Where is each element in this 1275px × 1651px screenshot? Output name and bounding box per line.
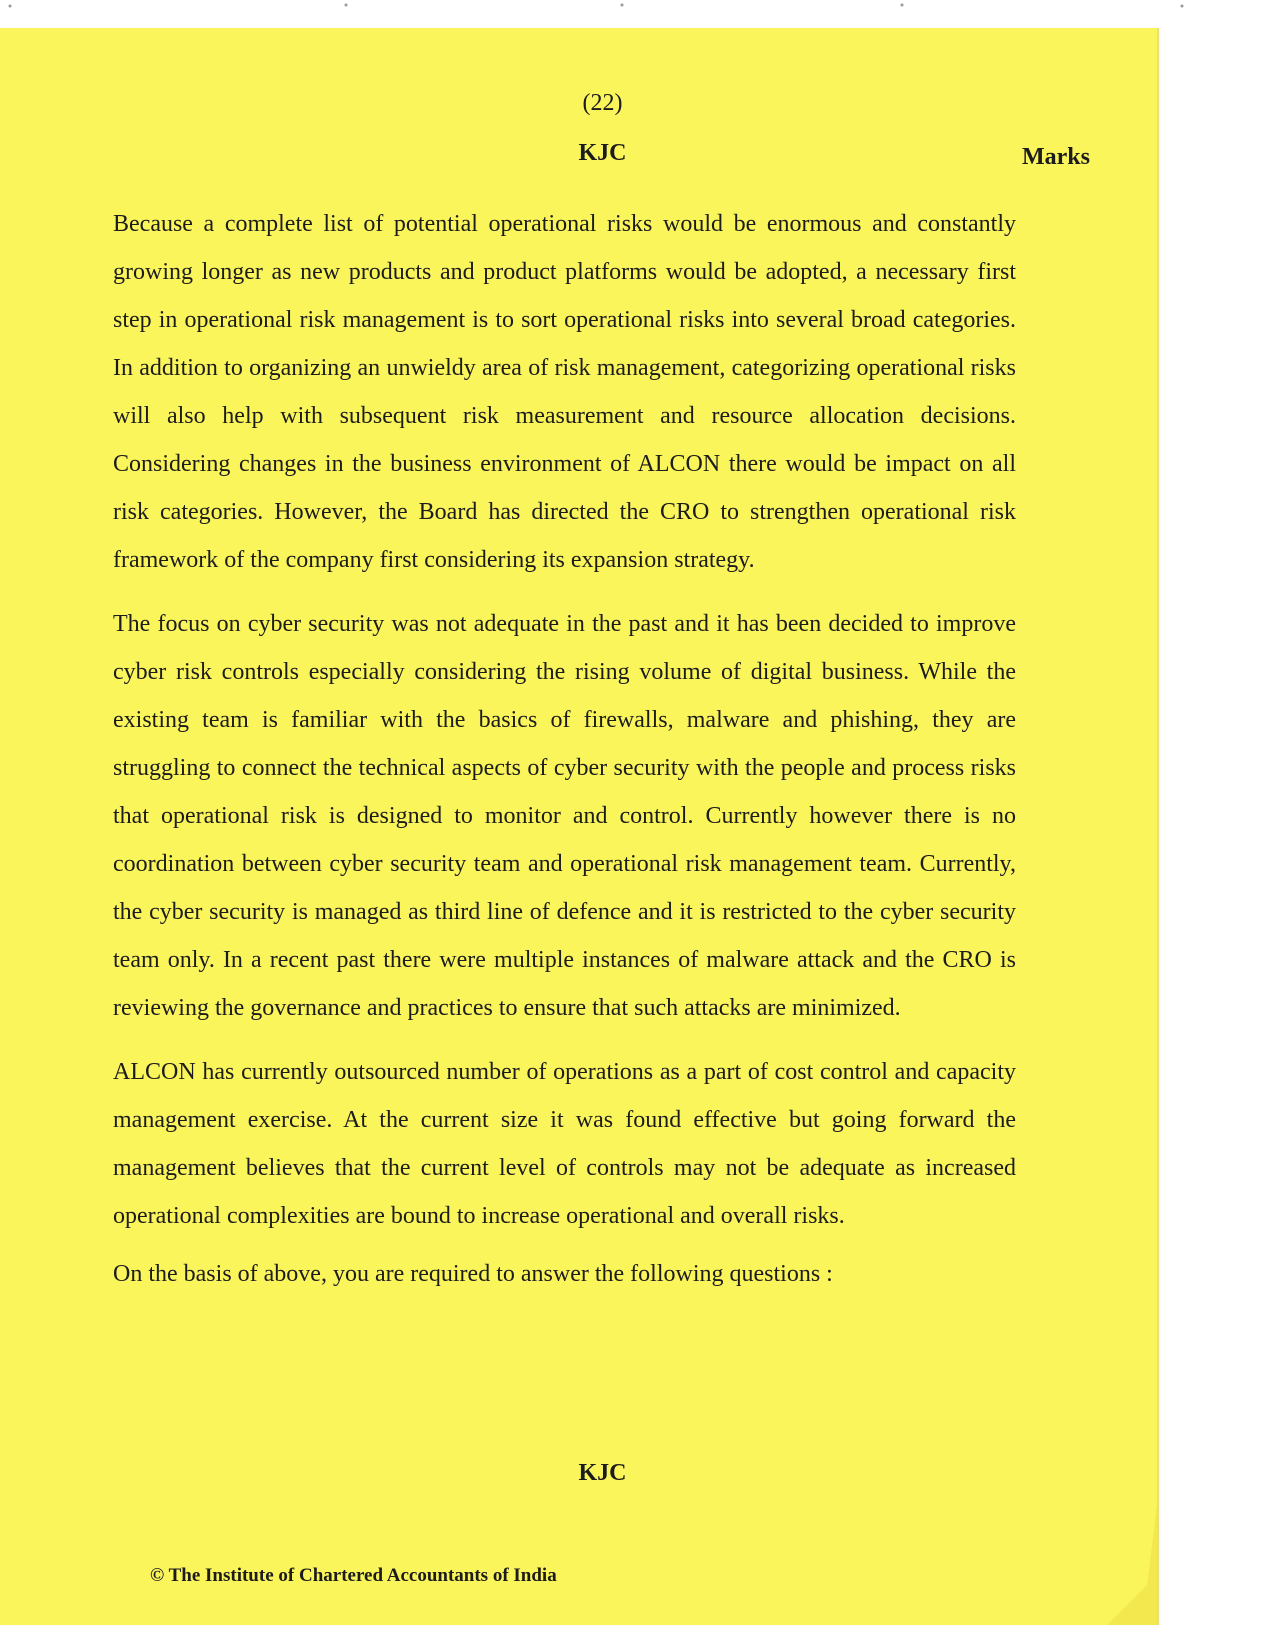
copyright-notice: © The Institute of Chartered Accountants of India	[150, 1565, 557, 1586]
footer-code: KJC	[578, 1460, 627, 1486]
page-edge-curl	[1107, 1505, 1157, 1625]
paragraph-outsourcing: ALCON has currently outsourced number of operations as a part of cost control and capacity management exercise. At the current size it was found effective but going forward the management believes that the current level of controls may not be adequate as increased operational complexities are bound to increase operational and overall risks.	[113, 1059, 1016, 1229]
header-code: KJC	[578, 140, 627, 166]
page-number: (22)	[582, 90, 623, 116]
scan-edge-marks	[0, 0, 1275, 20]
marks-column-label: Marks	[1022, 144, 1090, 170]
paragraph-risk-categories: Because a complete list of potential operational risks would be enormous and constantly growing longer as new products and product platforms would be adopted, a necessary first step in operational risk management is to sort operational risks into several broad categories. In addition to organizing an unwieldy area of risk management, categorizing operational risks will also help with subsequent risk measurement and resource allocation decisions. Considering changes in the business environment of ALCON there would be impact on all risk categories. However, the Board has directed the CRO to strengthen operational risk framework of the company first considering its expansion strategy.	[113, 211, 1016, 573]
case-study-text	[113, 200, 1016, 1308]
paragraph-cyber-security: The focus on cyber security was not adequate in the past and it has been decided to improve cyber risk controls especially considering the rising volume of digital business. While the existing team is familiar with the basics of firewalls, malware and phishing, they are struggling to connect the technical aspects of cyber security with the people and process risks that operational risk is designed to monitor and control. Currently however there is no coordination between cyber security team and operational risk management team. Currently, the cyber security is managed as third line of defence and it is restricted to the cyber security team only. In a recent past there were multiple instances of malware attack and the CRO is reviewing the governance and practices to ensure that such attacks are minimized.	[113, 611, 1016, 1021]
paragraph-instructions: On the basis of above, you are required to answer the following questions :	[113, 1261, 833, 1287]
